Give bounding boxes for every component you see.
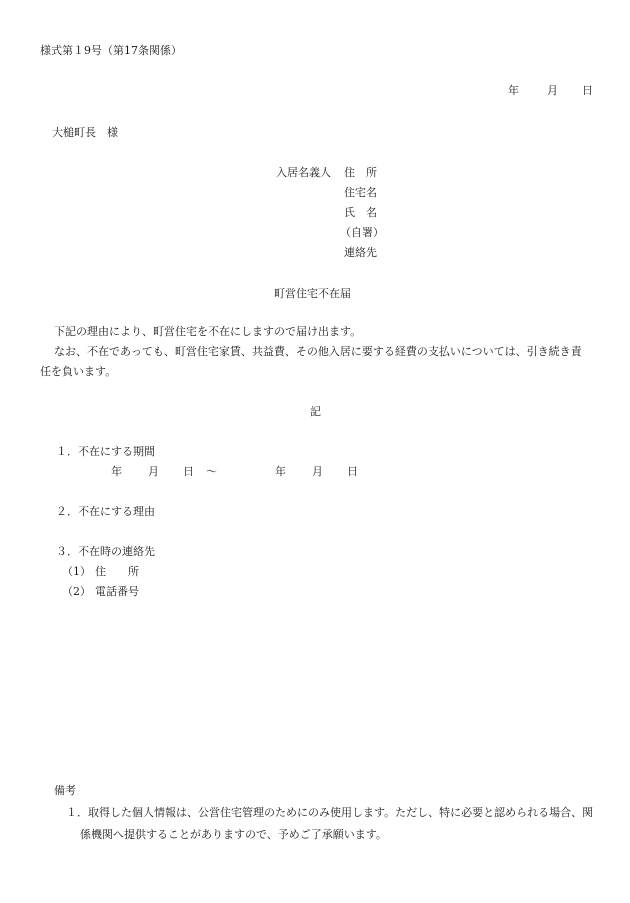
period-to-day: 日 <box>347 465 358 478</box>
body-paragraph-2: なお、不在であっても、町営住宅家賃、共益費、その他入居に要する経費の支払いについては、引き続き責任を負います。 <box>40 345 582 378</box>
period-from-day: 日 <box>183 465 194 478</box>
body-paragraph-1: 下記の理由により、町営住宅を不在にしますので届け出ます。 <box>54 325 362 338</box>
contact-sub-address-text: 住 所 <box>95 565 139 578</box>
period-from-month: 月 <box>148 465 159 478</box>
contact-sub-phone-text: 電話番号 <box>95 585 139 598</box>
ki-heading: 記 <box>310 405 321 418</box>
applicant-field-address: 住 所 <box>344 166 377 179</box>
period-from <box>111 465 217 479</box>
remarks-item-1: １．取得した個人情報は、公営住宅管理のためにのみ使用します。ただし、特に必要と認められる場合、関係機関へ提供することがありますので、予めご了承願います。 <box>66 806 594 841</box>
contact-sub-phone <box>62 585 139 599</box>
date-year: 年 <box>508 84 519 97</box>
form-number: 様式第１9号（第17条関係） <box>40 44 182 57</box>
applicant-field-name: 氏 名 <box>344 206 377 219</box>
applicant-field-signature: （自署） <box>340 226 384 239</box>
contact-sub-address-num: （1） <box>62 565 91 578</box>
item-period-label: １．不在にする期間 <box>56 445 155 458</box>
document-title: 町営住宅不在届 <box>274 287 351 300</box>
contact-sub-phone-num: （2） <box>62 585 91 598</box>
period-from-year: 年 <box>111 465 122 478</box>
item-contact-label: ３．不在時の連絡先 <box>56 545 155 558</box>
period-tilde: ～ <box>206 465 217 478</box>
period-to <box>275 465 358 479</box>
item-reason-label: ２．不在にする理由 <box>56 505 155 518</box>
applicant-field-residence: 住宅名 <box>344 186 377 199</box>
period-to-year: 年 <box>275 465 286 478</box>
applicant-field-contact: 連絡先 <box>344 246 377 259</box>
applicant-heading: 入居名義人 <box>276 166 331 179</box>
contact-sub-address <box>62 565 139 579</box>
remarks-heading: 備考 <box>54 784 76 797</box>
period-to-month: 月 <box>312 465 323 478</box>
date-day: 日 <box>582 84 593 97</box>
date-month: 月 <box>547 84 558 97</box>
addressee: 大槌町長 様 <box>52 126 118 139</box>
date-line <box>508 84 593 98</box>
